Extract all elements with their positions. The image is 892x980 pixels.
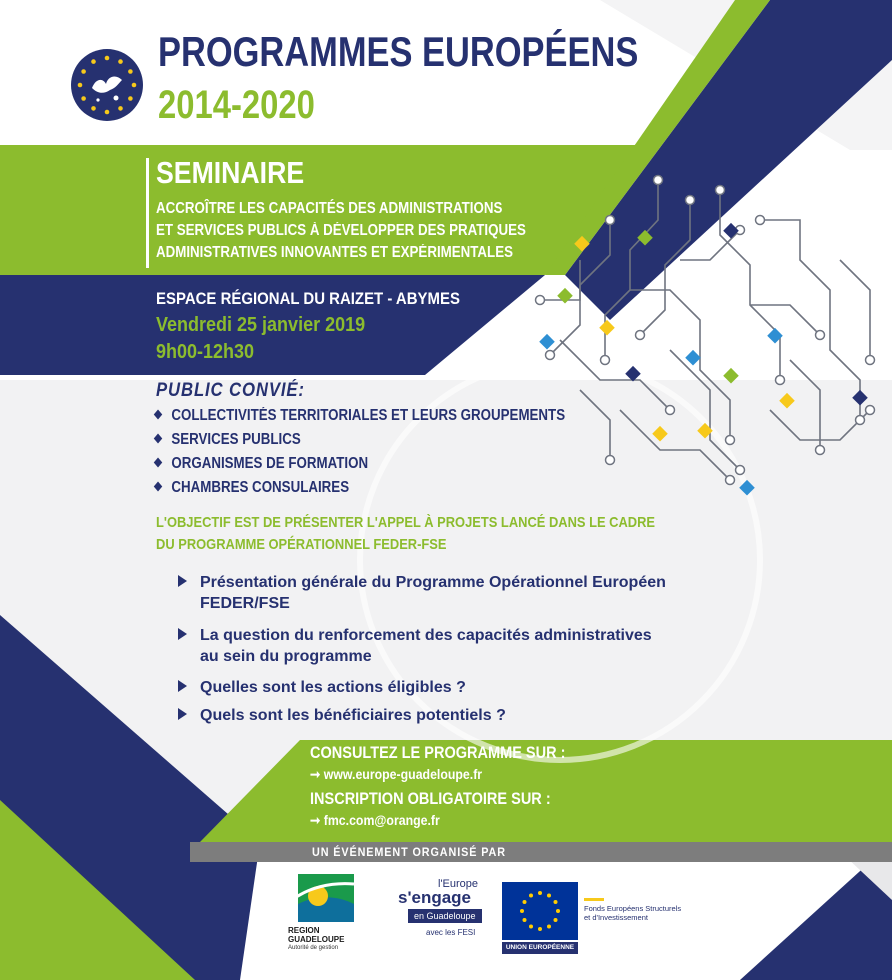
seminar-title: SEMINAIRE xyxy=(156,155,305,190)
triangle-bullet-icon xyxy=(178,708,187,720)
public-item xyxy=(155,478,349,498)
engage-logo-line: s'engage xyxy=(398,888,472,907)
diamond-bullet-icon xyxy=(154,410,163,420)
event-location: ESPACE RÉGIONAL DU RAIZET - ABYMES xyxy=(156,289,460,308)
page-title: PROGRAMMES EUROPÉENS xyxy=(158,28,639,75)
triangle-bullet-icon xyxy=(178,628,187,640)
diamond-bullet-icon xyxy=(154,482,163,492)
event-date: Vendredi 25 janvier 2019 xyxy=(156,314,366,336)
engage-logo-line: l'Europe xyxy=(438,878,479,890)
diamond-bullet-icon xyxy=(154,458,163,468)
diamond-bullet-icon xyxy=(154,434,163,444)
event-time: 9h00-12h30 xyxy=(156,341,255,363)
seminar-accent-bar xyxy=(146,158,149,268)
region-logo-line: REGION xyxy=(288,926,320,935)
objective-text xyxy=(156,512,655,556)
region-logo-line: Autorité de gestion xyxy=(288,945,339,951)
fesi-logo-line: Fonds Européens Structurels xyxy=(584,904,682,913)
agenda-item-text: Présentation générale du Programme Opérationnel Européen xyxy=(200,574,666,591)
triangle-bullet-icon xyxy=(178,680,187,692)
eu-logo xyxy=(502,882,578,954)
agenda-item-text: FEDER/FSE xyxy=(200,595,290,612)
public-item-label: COLLECTIVITÉS TERRITORIALES ET LEURS GROUPEMENTS xyxy=(171,407,566,424)
eu-guadeloupe-emblem-icon xyxy=(70,48,144,122)
engage-logo-line: avec les FESI xyxy=(426,928,476,937)
objective-line: L'OBJECTIF EST DE PRÉSENTER L'APPEL À PROJETS LANCÉ DANS LE CADRE xyxy=(156,514,656,531)
fesi-logo xyxy=(584,898,681,922)
seminar-subtitle-line: ET SERVICES PUBLICS À DÉVELOPPER DES PRATIQUES xyxy=(156,222,526,239)
program-link[interactable]: ➞ www.europe-guadeloupe.fr xyxy=(310,766,483,782)
inscription-label: INSCRIPTION OBLIGATOIRE SUR : xyxy=(310,790,551,808)
inscription-email-link[interactable]: ➞ fmc.com@orange.fr xyxy=(310,812,440,828)
public-item xyxy=(155,430,301,450)
fesi-logo-line: et d'Investissement xyxy=(584,913,648,922)
seminar-subtitle-line: ACCROÎTRE LES CAPACITÉS DES ADMINISTRATIONS xyxy=(156,200,503,217)
region-logo-line: GUADELOUPE xyxy=(288,935,345,944)
organized-by-label: UN ÉVÉNEMENT ORGANISÉ PAR xyxy=(312,845,506,859)
agenda-item xyxy=(178,705,506,726)
public-item-label: SERVICES PUBLICS xyxy=(171,431,301,448)
public-title: PUBLIC CONVIÉ: xyxy=(156,380,305,401)
agenda-item-text: au sein du programme xyxy=(200,648,372,665)
public-item-label: CHAMBRES CONSULAIRES xyxy=(171,479,350,496)
public-item-label: ORGANISMES DE FORMATION xyxy=(171,455,369,472)
public-item xyxy=(155,454,368,474)
agenda-item-text: La question du renforcement des capacités administratives xyxy=(200,627,652,644)
objective-line: DU PROGRAMME OPÉRATIONNEL FEDER-FSE xyxy=(156,536,447,553)
triangle-bullet-icon xyxy=(178,575,187,587)
eu-flag-icon xyxy=(502,882,578,940)
eu-logo-label: UNION EUROPÉENNE xyxy=(502,942,578,954)
consult-label: CONSULTEZ LE PROGRAMME SUR : xyxy=(310,744,566,762)
agenda-item xyxy=(178,677,466,698)
agenda-item-text: Quelles sont les actions éligibles ? xyxy=(200,679,466,696)
organizer-bar xyxy=(190,842,892,862)
agenda-item xyxy=(178,625,652,667)
seminar-subtitle-line: ADMINISTRATIVES INNOVANTES ET EXPÉRIMENTALES xyxy=(156,244,513,261)
region-guadeloupe-logo xyxy=(288,874,360,964)
page-years: 2014-2020 xyxy=(158,83,315,127)
europe-engage-logo xyxy=(398,878,498,948)
region-logo-icon xyxy=(288,874,360,924)
agenda-item-text: Quels sont les bénéficiaires potentiels ? xyxy=(200,707,506,724)
agenda-item xyxy=(178,572,666,614)
public-item xyxy=(155,406,565,426)
engage-logo-line: en Guadeloupe xyxy=(408,909,482,923)
circuit-decoration xyxy=(520,160,892,510)
fesi-bar xyxy=(584,898,604,901)
